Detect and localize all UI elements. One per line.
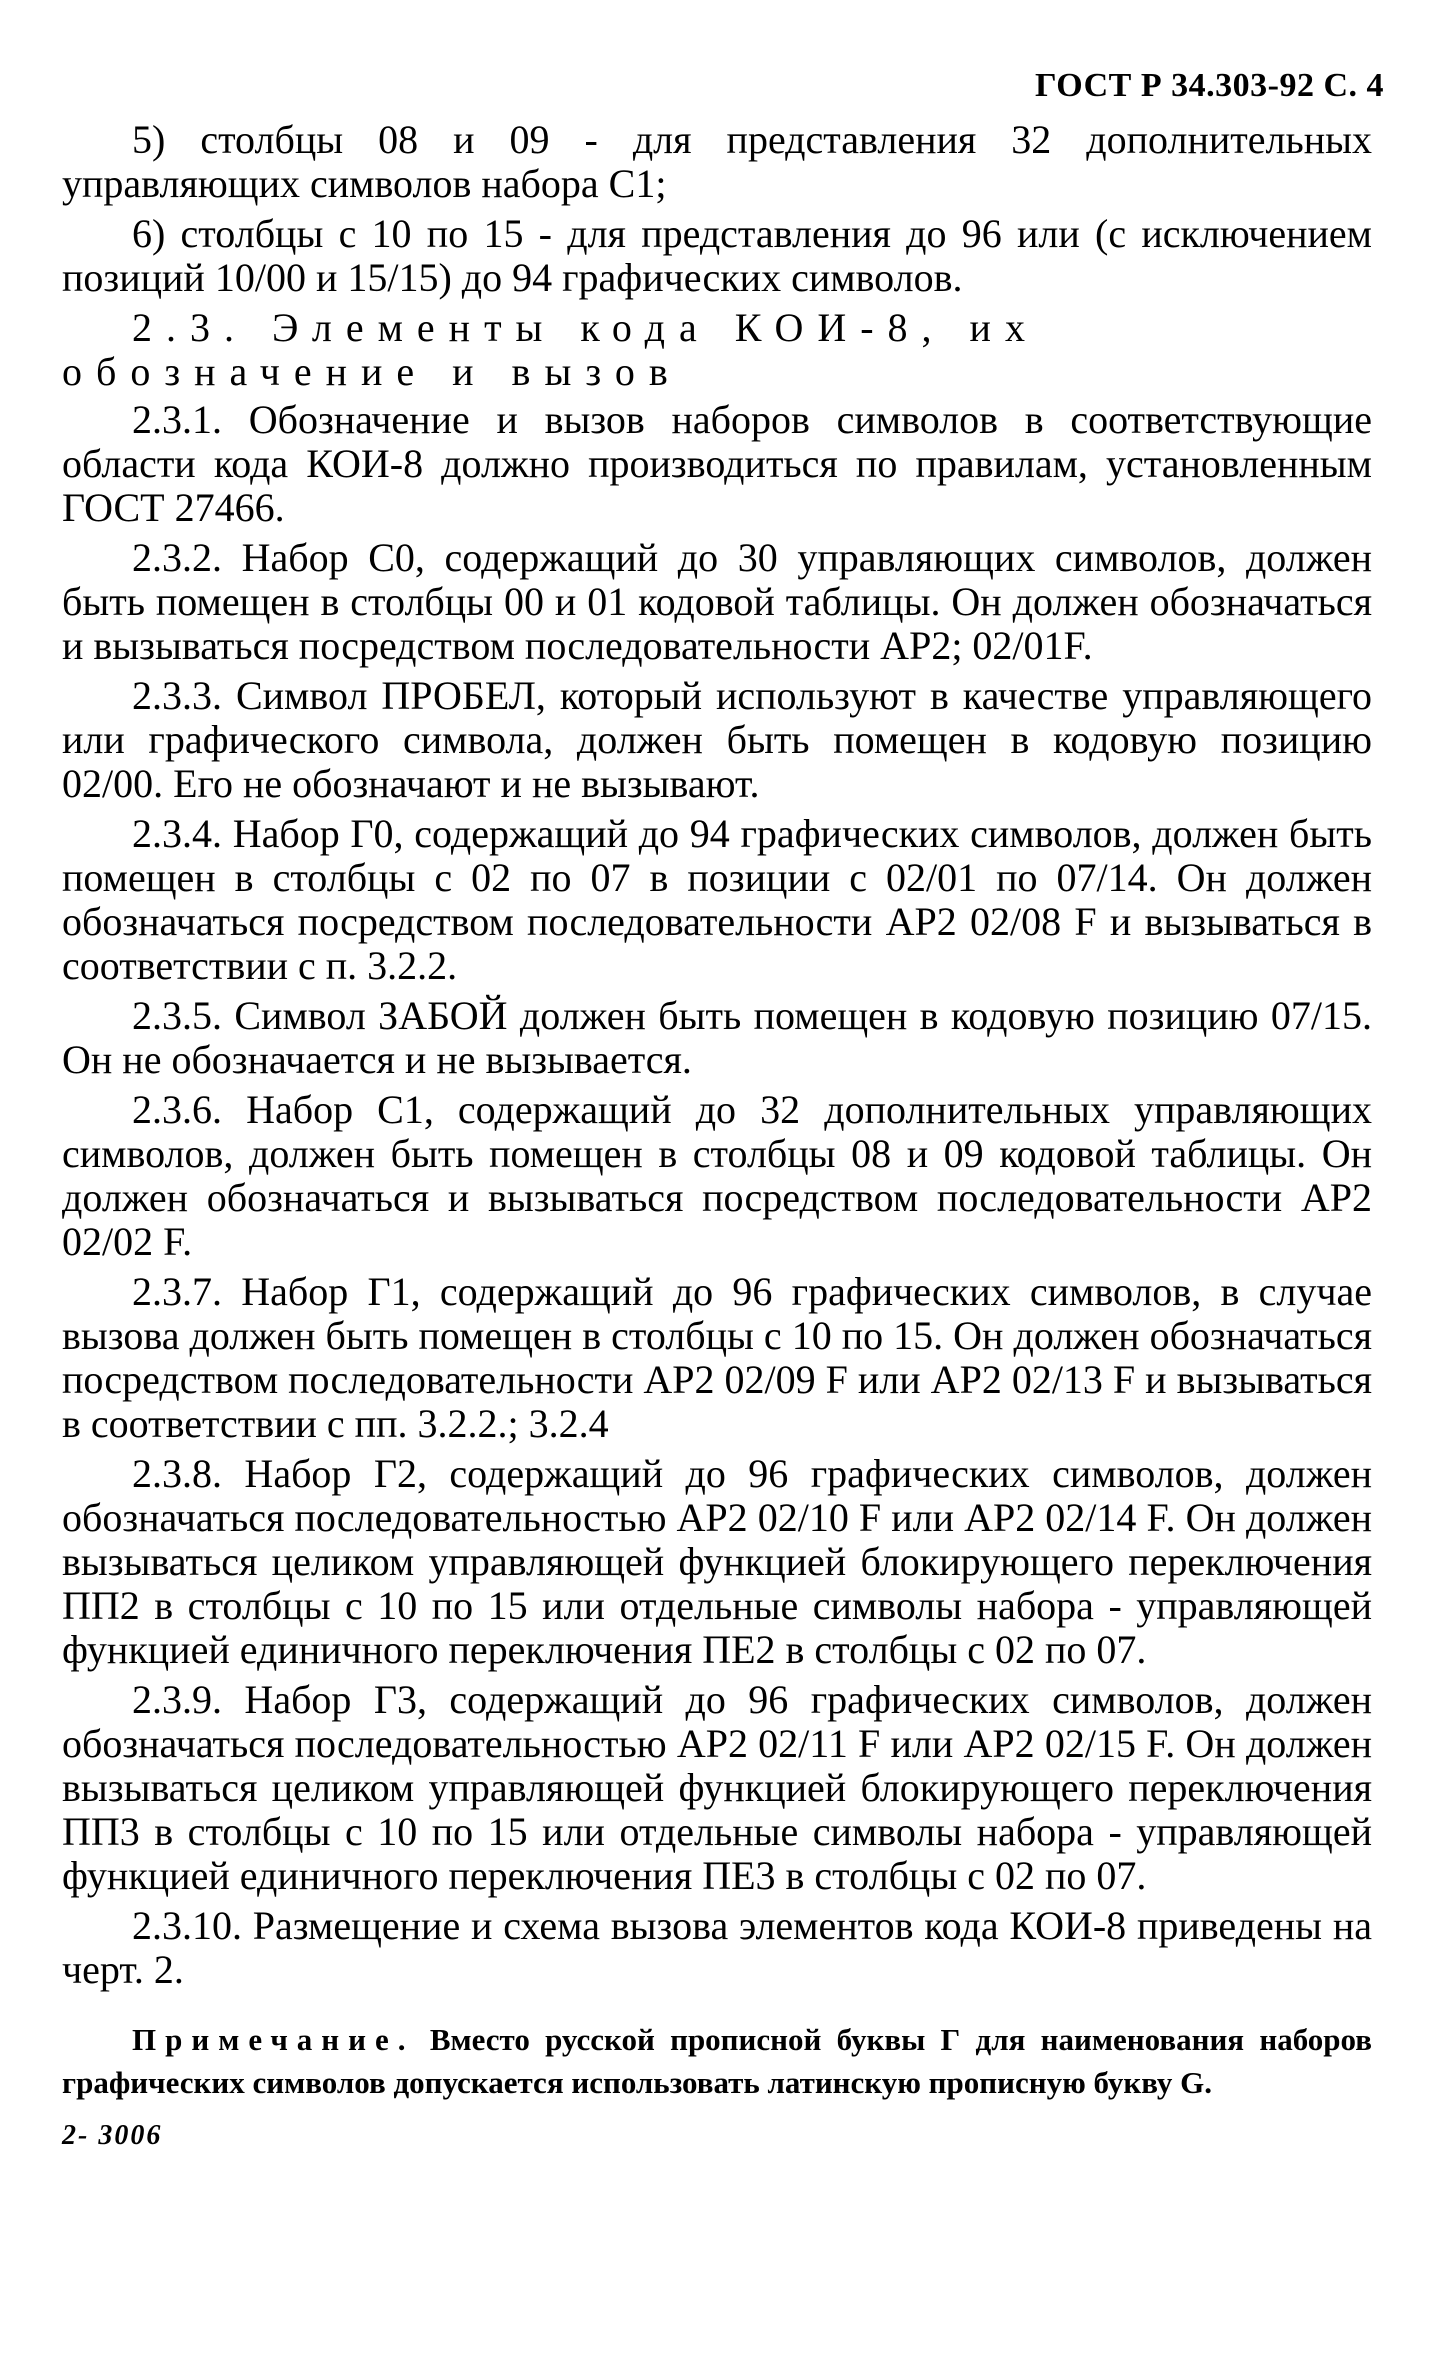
paragraph-2-3-4: 2.3.4. Набор Г0, содержащий до 94 графических символов, должен быть помещен в столбцы с 02 по 07 в позиции с 02/01 по 07/14. Он должен обозначаться посредством последовательности АР2 02/08 F и вызываться в соответствии с п. 3.2.2. <box>62 811 1372 988</box>
paragraph-2-3-10: 2.3.10. Размещение и схема вызова элементов кода КОИ-8 приведены на черт. 2. <box>62 1903 1372 1992</box>
note-text: Вместо русской прописной буквы Г для наименования наборов графических символов допускается использовать латинскую прописную букву G. <box>62 2022 1373 2100</box>
paragraph-2-3-3: 2.3.3. Символ ПРОБЕЛ, который используют в качестве управляющего или графического символа, должен быть помещен в кодовую позицию 02/00. Его не обозначают и не вызывают. <box>62 673 1372 806</box>
page-signature: 2- 3006 <box>62 2120 163 2151</box>
paragraph-2-3-2: 2.3.2. Набор С0, содержащий до 30 управляющих символов, должен быть помещен в столбцы 00 и 01 кодовой таблицы. Он должен обозначаться и вызываться посредством последовательности АР2; 02/01F. <box>62 535 1372 668</box>
section-heading: 2.3. Элементы кода КОИ-8, их обозначение и вызов <box>62 305 1039 394</box>
paragraph-item-6: 6) столбцы с 10 по 15 - для представления до 96 или (с исключением позиций 10/00 и 15/15) до 94 графических символов. <box>62 211 1372 300</box>
paragraph-2-3-6: 2.3.6. Набор С1, содержащий до 32 дополнительных управляющих символов, должен быть помещен в столбцы 08 и 09 кодовой таблицы. Он должен обозначаться и вызываться посредством последовательности АР2 02/02 F. <box>62 1087 1372 1264</box>
paragraph-2-3-7: 2.3.7. Набор Г1, содержащий до 96 графических символов, в случае вызова должен быть помещен в столбцы с 10 по 15. Он должен обозначаться посредством последовательности АР2 02/09 F или АР2 02/13 F и вызываться в соответствии с пп. 3.2.2.; 3.2.4 <box>62 1269 1372 1446</box>
paragraph-item-5: 5) столбцы 08 и 09 - для представления 32 дополнительных управляющих символов набора С1; <box>62 117 1372 206</box>
document-page <box>62 66 1384 2158</box>
note-label: Примечание. <box>132 2022 415 2057</box>
note-block <box>62 2018 1372 2104</box>
paragraph-2-3-5: 2.3.5. Символ ЗАБОЙ должен быть помещен в кодовую позицию 07/15. Он не обозначается и не вызывается. <box>62 993 1372 1082</box>
paragraph-2-3-8: 2.3.8. Набор Г2, содержащий до 96 графических символов, должен обозначаться последовательностью АР2 02/10 F или АР2 02/14 F. Он должен вызываться целиком управляющей функцией блокирующего переключения ПП2 в столбцы с 10 по 15 или отдельные символы набора - управляющей функцией единичного переключения ПЕ2 в столбцы с 02 по 07. <box>62 1451 1372 1672</box>
page-header: ГОСТ Р 34.303-92 С. 4 <box>1034 67 1384 104</box>
paragraph-2-3-1: 2.3.1. Обозначение и вызов наборов символов в соответствующие области кода КОИ-8 должно производиться по правилам, установленным ГОСТ 27466. <box>62 397 1372 530</box>
paragraph-2-3-9: 2.3.9. Набор Г3, содержащий до 96 графических символов, должен обозначаться последовательностью АР2 02/11 F или АР2 02/15 F. Он должен вызываться целиком управляющей функцией блокирующего переключения ПП3 в столбцы с 10 по 15 или отдельные символы набора - управляющей функцией единичного переключения ПЕ3 в столбцы с 02 по 07. <box>62 1677 1372 1898</box>
